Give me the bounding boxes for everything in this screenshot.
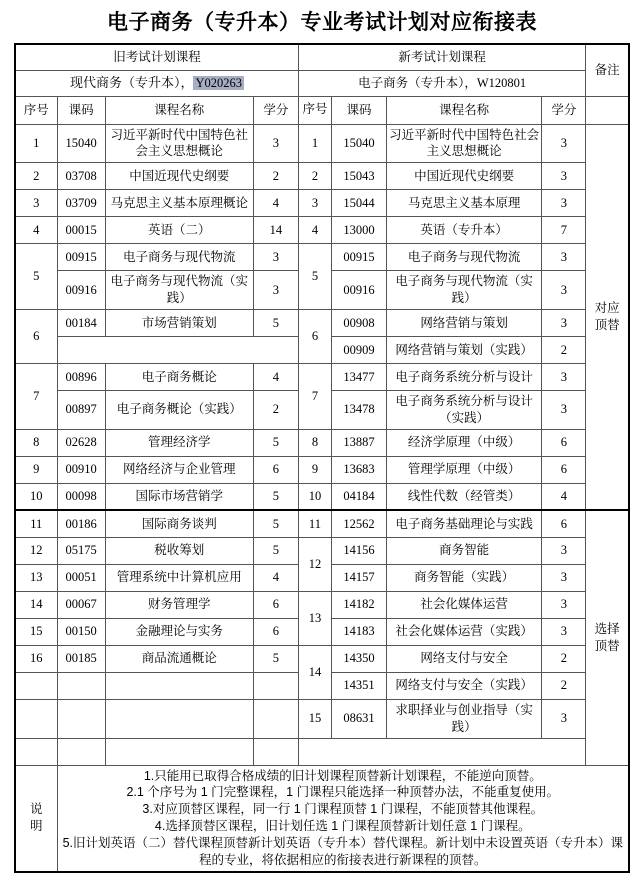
new-course-credit: 3: [542, 163, 586, 190]
old-course-credit: 2: [253, 391, 298, 430]
old-course-credit: 5: [253, 310, 298, 337]
old-course-seq: 3: [15, 190, 57, 217]
old-course-credit: 6: [253, 591, 298, 618]
new-course-code: 13000: [331, 217, 386, 244]
old-course-code: 03708: [57, 163, 105, 190]
old-course-name: 习近平新时代中国特色社会主义思想概论: [105, 124, 253, 163]
new-course-credit: 3: [542, 618, 586, 645]
new-course-credit: 3: [542, 699, 586, 738]
old-course-name: 网络经济与企业管理: [105, 456, 253, 483]
old-course-name: 市场营销策划: [105, 310, 253, 337]
new-course-empty: [298, 738, 585, 765]
old-plan-group-header: 旧考试计划课程: [15, 44, 298, 70]
new-course-seq: 4: [298, 217, 331, 244]
notes-row: [15, 765, 629, 872]
old-course-code: 00150: [57, 618, 105, 645]
old-course-credit: 5: [253, 645, 298, 672]
old-course-name: 税收筹划: [105, 537, 253, 564]
new-course-name: 社会化媒体运营: [387, 591, 542, 618]
new-course-code: 14157: [331, 564, 386, 591]
new-course-code: 00916: [331, 271, 386, 310]
new-course-name: 电子商务与现代物流（实践）: [387, 271, 542, 310]
old-plan-code-highlighted[interactable]: Y020263: [195, 76, 242, 91]
new-course-code: 15044: [331, 190, 386, 217]
new-course-seq: 7: [298, 364, 331, 430]
table-row: [15, 364, 629, 391]
old-course-seq: 6: [15, 310, 57, 364]
new-course-name: 线性代数（经管类）: [387, 483, 542, 510]
old-course-seq: 7: [15, 364, 57, 430]
new-course-code: 14156: [331, 537, 386, 564]
new-course-seq: 8: [298, 429, 331, 456]
note-item: 5.旧计划英语（二）替代课程顶替新计划英语（专升本）替代课程。新计划中未设置英语（专升本）课程的专业，将依据相应的衔接表进行新课程的顶替。: [62, 836, 623, 867]
table-row: [15, 456, 629, 483]
new-course-credit: 6: [542, 510, 586, 537]
table-row: [15, 217, 629, 244]
old-course-code: 00897: [57, 391, 105, 430]
new-course-code: 15043: [331, 163, 386, 190]
old-course-name: 英语（二）: [105, 217, 253, 244]
new-course-name: 管理学原理（中级）: [387, 456, 542, 483]
new-course-credit: 6: [542, 429, 586, 456]
notes-label-line: 说: [30, 802, 43, 817]
old-course-name: 电子商务概论（实践）: [105, 391, 253, 430]
table-row: [15, 699, 629, 738]
notes-label: [15, 765, 57, 872]
new-course-seq: 12: [298, 537, 331, 591]
new-course-name: 网络营销与策划（实践）: [387, 337, 542, 364]
old-course-name: [105, 738, 253, 765]
table-row: [15, 738, 629, 765]
note-item: 2.1 个序号为 1 门完整课程，1 门课程只能选择一种顶替办法，不能重复使用。: [126, 785, 560, 800]
new-course-code: 00908: [331, 310, 386, 337]
old-course-name: 电子商务与现代物流: [105, 244, 253, 271]
new-course-credit: 3: [542, 391, 586, 430]
new-course-name: 求职择业与创业指导（实践）: [387, 699, 542, 738]
old-course-name: 马克思主义基本原理概论: [105, 190, 253, 217]
old-course-seq: 13: [15, 564, 57, 591]
table-row: [15, 244, 629, 271]
new-course-code: 15040: [331, 124, 386, 163]
old-course-credit: 5: [253, 483, 298, 510]
new-course-name: 商务智能: [387, 537, 542, 564]
table-row: [15, 591, 629, 618]
old-course-code: 00910: [57, 456, 105, 483]
new-course-credit: 3: [542, 564, 586, 591]
new-course-credit: 2: [542, 337, 586, 364]
col-header-remark-spacer: [586, 96, 629, 124]
old-plan-name-text: 现代商务（专升本），: [69, 75, 194, 91]
col-header-new-code: 课码: [331, 96, 386, 124]
old-course-seq: 9: [15, 456, 57, 483]
old-course-seq: [15, 738, 57, 765]
old-course-code: 00896: [57, 364, 105, 391]
old-course-credit: 5: [253, 429, 298, 456]
remark-line: 顶替: [594, 638, 620, 653]
new-course-credit: 3: [542, 190, 586, 217]
old-course-code: 05175: [57, 537, 105, 564]
new-plan-name-cell: 电子商务（专升本），W120801: [298, 70, 585, 96]
new-plan-group-header: 新考试计划课程: [298, 44, 585, 70]
old-course-credit: 5: [253, 510, 298, 537]
new-course-credit: 4: [542, 483, 586, 510]
old-course-code: 03709: [57, 190, 105, 217]
old-course-credit: 2: [253, 163, 298, 190]
note-item: 1.只能用已取得合格成绩的旧计划课程顶替新计划课程，不能逆向顶替。: [143, 768, 542, 783]
old-course-seq: 1: [15, 124, 57, 163]
new-course-seq: 13: [298, 591, 331, 645]
old-course-name: 电子商务与现代物流（实践）: [105, 271, 253, 310]
note-item: 4.选择顶替区课程，旧计划任选 1 门课程顶替新计划任意 1 门课程。: [154, 819, 531, 834]
old-course-code: 00185: [57, 645, 105, 672]
new-course-seq: 5: [298, 244, 331, 310]
new-course-name: 马克思主义基本原理: [387, 190, 542, 217]
remark-optional: [586, 510, 629, 765]
old-course-credit: [253, 672, 298, 699]
new-course-credit: 3: [542, 591, 586, 618]
col-header-new-credit: 学分: [542, 96, 586, 124]
new-course-code: 13887: [331, 429, 386, 456]
new-course-seq: 9: [298, 456, 331, 483]
table-row: [15, 163, 629, 190]
old-course-name: 金融理论与实务: [105, 618, 253, 645]
old-course-seq: [15, 672, 57, 699]
old-course-seq: 15: [15, 618, 57, 645]
old-course-credit: 5: [253, 537, 298, 564]
col-header-new-seq: 序号: [298, 96, 331, 124]
old-course-empty: [57, 337, 298, 364]
new-course-code: 13683: [331, 456, 386, 483]
old-course-code: 00098: [57, 483, 105, 510]
old-course-credit: [253, 699, 298, 738]
old-course-name: 财务管理学: [105, 591, 253, 618]
new-course-credit: 2: [542, 672, 586, 699]
course-mapping-table: [14, 43, 630, 873]
page-title: 电子商务（专升本）专业考试计划对应衔接表: [107, 10, 537, 34]
note-item: 3.对应顶替区课程，同一行 1 门课程顶替 1 门课程，不能顶替其他课程。: [142, 802, 544, 817]
old-course-credit: 4: [253, 564, 298, 591]
col-header-old-seq: 序号: [15, 96, 57, 124]
old-course-name: 国际市场营销学: [105, 483, 253, 510]
table-row: [15, 190, 629, 217]
new-course-code: 04184: [331, 483, 386, 510]
new-course-code: 14183: [331, 618, 386, 645]
old-course-name: 中国近现代史纲要: [105, 163, 253, 190]
remark-line: 对应: [594, 301, 620, 315]
new-course-code: 14350: [331, 645, 386, 672]
table-row: [15, 124, 629, 163]
new-course-name: 商务智能（实践）: [387, 564, 542, 591]
table-row: [15, 429, 629, 456]
new-course-credit: 3: [542, 310, 586, 337]
old-course-code: 00186: [57, 510, 105, 537]
table-row: [15, 483, 629, 510]
col-header-old-code: 课码: [57, 96, 105, 124]
new-course-seq: 15: [298, 699, 331, 738]
new-course-name: 网络支付与安全: [387, 645, 542, 672]
remark-line: 选择: [594, 622, 620, 636]
table-column-headers: [15, 96, 629, 124]
old-course-seq: 8: [15, 429, 57, 456]
new-course-seq: 10: [298, 483, 331, 510]
new-course-name: 英语（专升本）: [387, 217, 542, 244]
new-course-code: 13477: [331, 364, 386, 391]
table-row: [15, 310, 629, 337]
new-course-credit: 3: [542, 364, 586, 391]
new-course-name: 社会化媒体运营（实践）: [387, 618, 542, 645]
old-course-code: 00051: [57, 564, 105, 591]
old-course-code: 00184: [57, 310, 105, 337]
new-course-name: 电子商务系统分析与设计（实践）: [387, 391, 542, 430]
new-course-seq: 2: [298, 163, 331, 190]
new-course-credit: 3: [542, 271, 586, 310]
new-course-seq: 14: [298, 645, 331, 699]
table-row: [15, 510, 629, 537]
new-course-name: 经济学原理（中级）: [387, 429, 542, 456]
remark-column-header: 备注: [586, 44, 629, 96]
old-course-name: 国际商务谈判: [105, 510, 253, 537]
old-course-code: 02628: [57, 429, 105, 456]
old-course-seq: 11: [15, 510, 57, 537]
old-course-credit: 14: [253, 217, 298, 244]
old-course-code: 00916: [57, 271, 105, 310]
old-course-seq: 10: [15, 483, 57, 510]
old-course-seq: 16: [15, 645, 57, 672]
old-course-code: 00015: [57, 217, 105, 244]
notes-body: [57, 765, 629, 872]
notes-label-line: 明: [30, 819, 43, 834]
old-course-credit: 3: [253, 244, 298, 271]
new-course-seq: 6: [298, 310, 331, 364]
new-course-credit: 3: [542, 124, 586, 163]
old-course-credit: 6: [253, 618, 298, 645]
old-course-name: 商品流通概论: [105, 645, 253, 672]
new-course-name: 网络营销与策划: [387, 310, 542, 337]
old-course-credit: 3: [253, 124, 298, 163]
table-row: [15, 645, 629, 672]
new-course-code: 00915: [331, 244, 386, 271]
old-course-name: [105, 699, 253, 738]
table-header-plan-names: [15, 70, 629, 96]
old-course-code: [57, 672, 105, 699]
new-course-name: 电子商务系统分析与设计: [387, 364, 542, 391]
old-course-credit: 6: [253, 456, 298, 483]
new-course-code: 00909: [331, 337, 386, 364]
old-course-code: 00067: [57, 591, 105, 618]
old-plan-name-cell: [15, 70, 298, 96]
old-course-seq: 12: [15, 537, 57, 564]
new-course-name: 习近平新时代中国特色社会主义思想概论: [387, 124, 542, 163]
old-course-code: 15040: [57, 124, 105, 163]
new-course-name: 中国近现代史纲要: [387, 163, 542, 190]
old-course-code: 00915: [57, 244, 105, 271]
remark-line: 顶替: [594, 317, 620, 332]
col-header-old-name: 课程名称: [105, 96, 253, 124]
old-course-code: [57, 738, 105, 765]
new-course-credit: 2: [542, 645, 586, 672]
old-course-seq: 5: [15, 244, 57, 310]
new-course-seq: 1: [298, 124, 331, 163]
new-course-name: 网络支付与安全（实践）: [387, 672, 542, 699]
new-course-name: 电子商务与现代物流: [387, 244, 542, 271]
old-course-seq: 4: [15, 217, 57, 244]
new-course-credit: 7: [542, 217, 586, 244]
new-course-seq: 3: [298, 190, 331, 217]
col-header-old-credit: 学分: [253, 96, 298, 124]
old-course-seq: 2: [15, 163, 57, 190]
col-header-new-name: 课程名称: [387, 96, 542, 124]
old-course-credit: 3: [253, 271, 298, 310]
new-course-seq: 11: [298, 510, 331, 537]
old-course-name: 电子商务概论: [105, 364, 253, 391]
old-course-seq: [15, 699, 57, 738]
new-course-code: 14182: [331, 591, 386, 618]
old-course-credit: [253, 738, 298, 765]
new-course-code: 14351: [331, 672, 386, 699]
new-course-code: 12562: [331, 510, 386, 537]
table-header-groups: [15, 44, 629, 70]
old-course-code: [57, 699, 105, 738]
new-course-name: 电子商务基础理论与实践: [387, 510, 542, 537]
new-course-credit: 3: [542, 537, 586, 564]
new-course-code: 08631: [331, 699, 386, 738]
old-course-name: 管理经济学: [105, 429, 253, 456]
new-course-credit: 6: [542, 456, 586, 483]
old-course-name: 管理系统中计算机应用: [105, 564, 253, 591]
old-course-credit: 4: [253, 364, 298, 391]
old-course-credit: 4: [253, 190, 298, 217]
table-row: [15, 537, 629, 564]
old-course-name: [105, 672, 253, 699]
old-course-seq: 14: [15, 591, 57, 618]
new-course-credit: 3: [542, 244, 586, 271]
remark-corresponding: [586, 124, 629, 510]
new-course-code: 13478: [331, 391, 386, 430]
